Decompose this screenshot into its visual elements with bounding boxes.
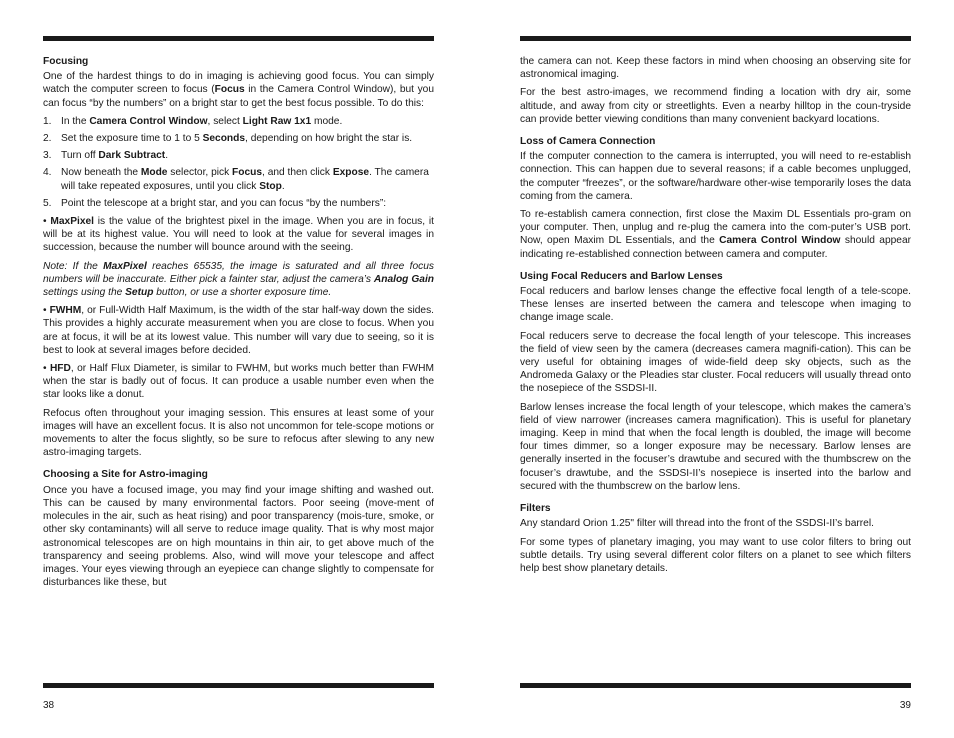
page-number: 38: [43, 700, 55, 711]
continued-paragraph: the camera can not. Keep these factors in mind when choosing an observing site for astronomical imaging.: [520, 56, 911, 81]
step-1: [43, 115, 434, 128]
top-rule: [520, 36, 911, 41]
maxpixel-bullet: • MaxPixel is the value of the brightest pixel in the image. When you are in focus, it will be at its highest value. You will need to look at the value for several images in succession, because the number will bounce around with the seeing.: [43, 216, 434, 254]
step-4: [43, 166, 434, 192]
focusing-intro: One of the hardest things to do in imaging is achieving good focus. You can simply watch the computer screen to focus (Focus in the Camera Control Window), but you can focus “by the numbers” on a bright star to get the best focus possible. To do this:: [43, 71, 434, 109]
reducers-heading: Using Focal Reducers and Barlow Lenses: [520, 270, 723, 282]
step-number: 5.: [43, 197, 52, 209]
reestablish-paragraph: To re-establish camera connection, first close the Maxim DL Essentials pro-gram on your computer. Then, unplug and re-plug the camera into the com-puter’s USB port. Now, open Maxim DL Essentials, and the Camera Control Window should appear indicating re-established connection between camera and computer.: [520, 209, 912, 260]
saturation-note: Note: If the MaxPixel reaches 65535, the image is saturated and all three focus numbers will be inaccurate. Either pick a fainter star, adjust the camera’s Analog Gain settings using the Setup button, or use a shorter exposure time.: [43, 260, 434, 299]
refocus-paragraph: Refocus often throughout your imaging session. This ensures at least some of your images will have an excellent focus. It is also not uncommon for tele-scope motions or movements to alter the focus slightly, so be sure to refocus after slewing to any new astro-imaging targets.: [43, 407, 434, 459]
step-number: 4.: [43, 167, 52, 179]
step-text: Turn off Dark Subtract.: [61, 150, 169, 162]
loss-connection-paragraph: If the computer connection to the camera is interrupted, you will need to re-establish connection. This can happen due to several reasons; if a cable becomes unplugged, the computer “freezes”, or the software/hardware other-wise temporarily loses the data coming from the camera.: [520, 151, 911, 202]
step-text: Set the exposure time to 1 to 5 Seconds, depending on how bright the star is.: [61, 133, 413, 145]
bottom-rule: [520, 683, 911, 688]
page-number: 39: [899, 700, 911, 711]
step-3: [43, 149, 434, 162]
step-2: [43, 132, 434, 145]
barlow-paragraph: Barlow lenses increase the focal length of your telescope, which makes the camera’s field of view narrower (increases camera magnification). This is useful for planetary imaging. Keep in mind that when the focal length is doubled, the image will become four times dimmer, so a longer exposure may be necessary. Barlow lenses are generally inserted in the focuser’s drawtube and secured with the thumbscrew on the focuser’s drawtube, and the SSDSI-II’s nosepiece is inserted into the barlow and secured with the thumbscrew on the barlow lens.: [520, 401, 911, 492]
filters-paragraph-2: For some types of planetary imaging, you may want to use color filters to bring out subtle details. Try using several different color filters on a planet to see which filters help best show planetary details.: [520, 536, 911, 574]
right-page-content: [520, 55, 911, 580]
step-text: Point the telescope at a bright star, and you can focus “by the numbers”:: [61, 197, 387, 209]
best-site-paragraph: For the best astro-images, we recommend finding a location with dry air, some altitude, and away from city or streetlights. Even a nearby hilltop in the coun-tryside can provide better viewing conditions than many convenient backyard locations.: [520, 87, 911, 125]
left-page-content: [43, 55, 434, 594]
hfd-bullet: • HFD, or Half Flux Diameter, is similar to FWHM, but works much better than FWHM when the star is badly out of focus. It can produce a usable number even when the star looks like a donut.: [43, 363, 434, 401]
loss-connection-heading: Loss of Camera Connection: [520, 136, 656, 148]
focus-steps-list: [43, 115, 434, 210]
focusing-heading: Focusing: [43, 56, 89, 67]
reducers-paragraph-2: Focal reducers serve to decrease the focal length of your telescope. This increases the field of view seen by the camera (decreases camera magnifi-cation). This can be very useful for obtaining images of wide-field deep sky objects, such as the Andromeda Galaxy or the Pleadies star cluster. Focal reducers will usually thread onto the nosepiece of the SSDSI-II.: [520, 330, 911, 395]
reducers-paragraph-1: Focal reducers and barlow lenses change the effective focal length of a tele-scope. These lenses are inserted between the camera and telescope when imaging to change image scale.: [520, 286, 911, 324]
site-heading: Choosing a Site for Astro-imaging: [43, 469, 208, 481]
step-5: [43, 197, 434, 210]
filters-paragraph-1: Any standard Orion 1.25" filter will thread into the front of the SSDSI-II’s barrel.: [520, 518, 874, 530]
fwhm-bullet: • FWHM, or Full-Width Half Maximum, is the width of the star half-way down the sides. This provides a highly accurate measurement when you are close to focus. When you are at focus, it will be at its lowest value. This number will vary due to seeing, so it is best to look at several images before decided.: [43, 305, 434, 356]
step-number: 2.: [43, 133, 52, 145]
step-text: Now beneath the Mode selector, pick Focus, and then click Expose. The camera will take repeated exposures, until you click Stop.: [61, 167, 429, 192]
step-text: In the Camera Control Window, select Light Raw 1x1 mode.: [61, 115, 343, 127]
site-paragraph: Once you have a focused image, you may find your image shifting and washed out. This can be caused by many environmental factors. Poor seeing (move-ment of molecules in the air, such as heat rising) and poor transparency (mois-ture, smoke, or other sky contaminants) will all serve to reduce image quality. That is why most major astronomical telescopes are on high mountains in thin air, to get above much of the transparency and seeing problems. Also, wind will move your telescope and affect images. Your eyes viewing through an eyepiece can change slightly to compensate for disturbances like these, but: [43, 484, 434, 589]
top-rule: [43, 36, 434, 41]
step-number: 3.: [43, 150, 52, 162]
step-number: 1.: [43, 115, 52, 127]
filters-heading: Filters: [520, 503, 551, 515]
bottom-rule: [43, 683, 434, 688]
